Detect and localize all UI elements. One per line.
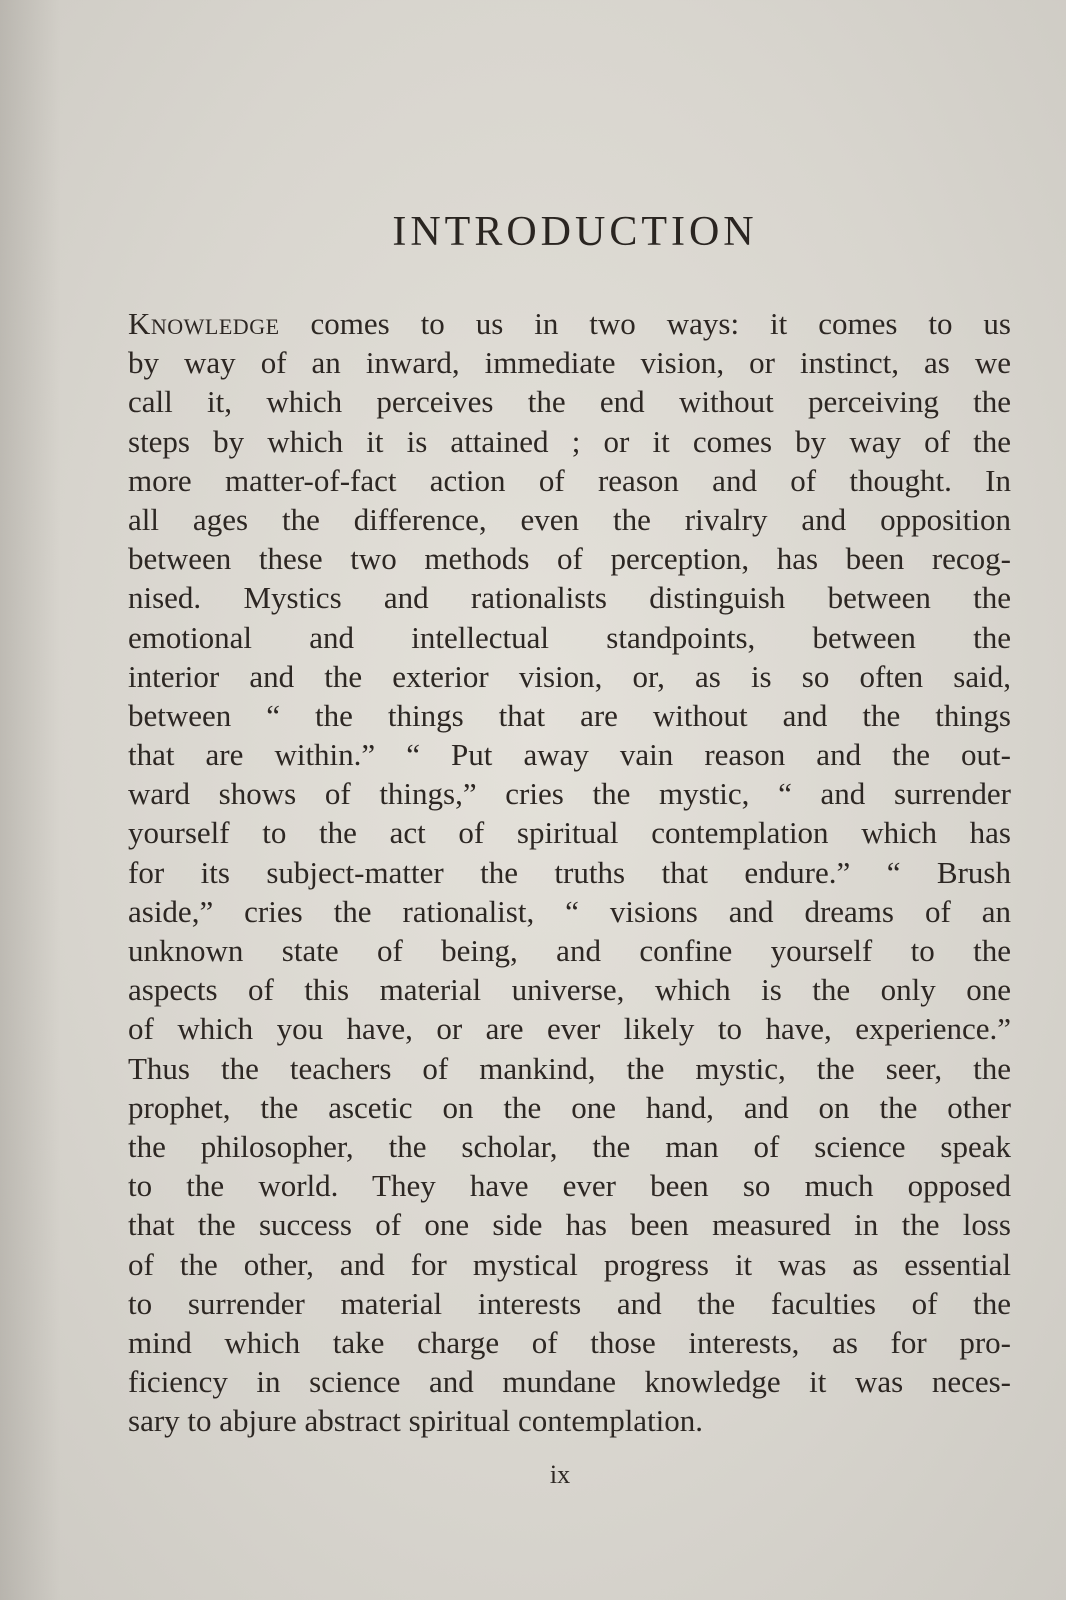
text-line: [128, 304, 1011, 343]
line-text: Thus the teachers of mankind, the mystic, the seer, the: [128, 1050, 1011, 1086]
line-text: aside,” cries the rationalist, “ visions and dreams of an: [128, 893, 1011, 929]
line-text: emotional and intellectual standpoints, between the: [128, 619, 1011, 655]
text-line: [128, 1009, 1011, 1048]
line-text: to surrender material interests and the faculties of the: [128, 1285, 1011, 1321]
line-text: mind which take charge of those interests, as for pro-: [128, 1324, 1011, 1360]
text-line: [128, 735, 1011, 774]
text-line: [128, 1284, 1011, 1323]
line-text: all ages the difference, even the rivalry and opposition: [128, 501, 1011, 537]
line-text: ward shows of things,” cries the mystic, “ and surrender: [128, 776, 1011, 812]
text-line: [128, 422, 1011, 461]
page-number: ix: [549, 1460, 571, 1489]
line-text: that the success of one side has been measured in the loss: [128, 1207, 1011, 1243]
line-text: by way of an inward, immediate vision, or instinct, as we: [128, 345, 1011, 381]
line-text: nised. Mystics and rationalists distinguish between the: [128, 580, 1011, 616]
line-text: to the world. They have ever been so much opposed: [128, 1168, 1011, 1204]
text-line: [128, 382, 1011, 421]
line-text: interior and the exterior vision, or, as is so often said,: [128, 658, 1011, 694]
text-line: [128, 618, 1011, 657]
text-line: [128, 774, 1011, 813]
text-line: [128, 539, 1011, 578]
drop-word: Knowledge: [128, 306, 280, 341]
chapter-heading: INTRODUCTION: [392, 209, 758, 255]
text-line: [128, 461, 1011, 500]
text-line: [128, 1362, 1011, 1401]
line-text: of which you have, or are ever likely to have, experience.”: [128, 1011, 1011, 1047]
line-text: more matter-of-fact action of reason and of thought. In: [128, 462, 1011, 498]
text-line: [128, 813, 1011, 852]
line-text: the philosopher, the scholar, the man of science speak: [128, 1128, 1011, 1164]
line-text: between these two methods of perception, has been recog-: [128, 541, 1011, 577]
text-line: [128, 892, 1011, 931]
text-line: [128, 343, 1011, 382]
text-line: [128, 1127, 1011, 1166]
text-line: [128, 1205, 1011, 1244]
text-line: [128, 1088, 1011, 1127]
line-text: aspects of this material universe, which is the only one: [128, 972, 1011, 1008]
text-line: [128, 853, 1011, 892]
text-line: [128, 657, 1011, 696]
line-text: yourself to the act of spiritual contemplation which has: [128, 815, 1011, 851]
text-line: [128, 1323, 1011, 1362]
text-line: [128, 931, 1011, 970]
line-text: call it, which perceives the end without perceiving the: [128, 384, 1011, 420]
text-line: [128, 696, 1011, 735]
line-text: sary to abjure abstract spiritual contemplation.: [128, 1403, 704, 1439]
line-text: between “ the things that are without and the things: [128, 697, 1011, 733]
text-line: [128, 1049, 1011, 1088]
line-text: prophet, the ascetic on the one hand, and on the other: [128, 1089, 1011, 1125]
line-text: that are within.” “ Put away vain reason and the out-: [128, 737, 1011, 773]
text-line: [128, 1401, 1011, 1440]
line-text: steps by which it is attained ; or it comes by way of the: [128, 423, 1011, 459]
body-paragraph: [128, 304, 1011, 1440]
text-line: [128, 578, 1011, 617]
text-line: [128, 1166, 1011, 1205]
text-line: [128, 970, 1011, 1009]
line-text: ficiency in science and mundane knowledge it was neces-: [128, 1364, 1011, 1400]
line-text: for its subject-matter the truths that endure.” “ Brush: [128, 854, 1011, 890]
line-text: comes to us in two ways: it comes to us: [279, 306, 1011, 341]
text-line: [128, 1245, 1011, 1284]
line-text: of the other, and for mystical progress it was as essential: [128, 1246, 1011, 1282]
line-text: unknown state of being, and confine yourself to the: [128, 933, 1011, 968]
text-line: [128, 500, 1011, 539]
